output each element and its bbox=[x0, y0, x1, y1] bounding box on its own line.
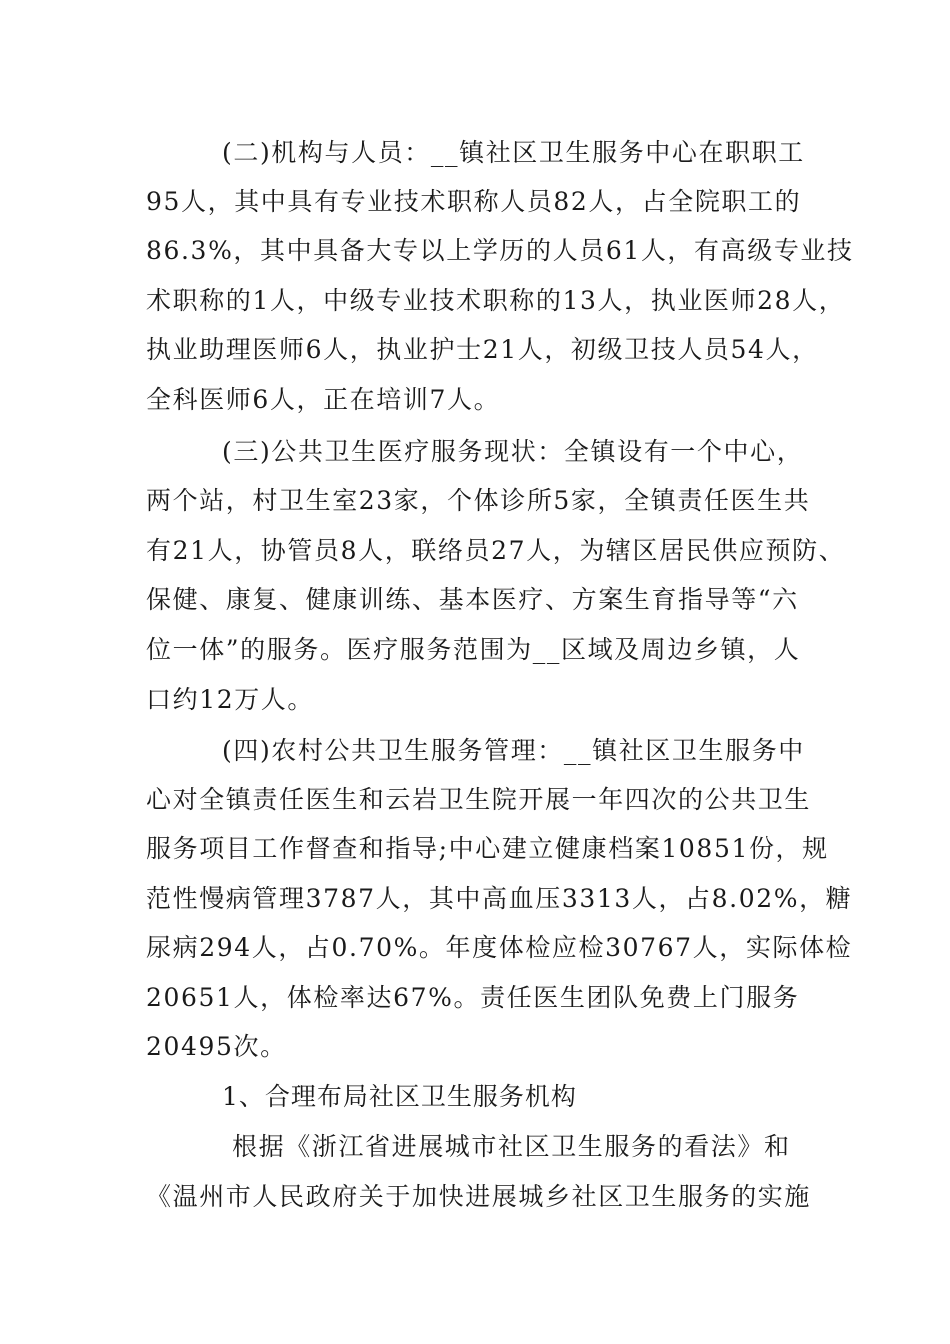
paragraph-2-line-3: 86.3%，其中具备大专以上学历的人员61人，有高级专业技 bbox=[146, 236, 854, 265]
paragraph-4-line-4: 范性慢病管理3787人，其中高血压3313人，占8.02%，糖 bbox=[146, 884, 853, 913]
paragraph-3-line-6: 口约12万人。 bbox=[146, 685, 315, 714]
paragraph-4-line-3: 服务项目工作督查和指导;中心建立健康档案10851份，规 bbox=[146, 834, 829, 863]
paragraph-4-line-5: 尿病294人，占0.70%。年度体检应检30767人，实际体检 bbox=[146, 933, 853, 962]
paragraph-3-line-3: 有21人，协管员8人，联络员27人，为辖区居民供应预防、 bbox=[146, 536, 846, 565]
paragraph-4-line-7: 20495次。 bbox=[146, 1032, 287, 1061]
paragraph-5-line-2: 《温州市人民政府关于加快进展城乡社区卫生服务的实施 bbox=[146, 1182, 812, 1211]
paragraph-4-line-1: (四)农村公共卫生服务管理：__镇社区卫生服务中 bbox=[222, 736, 805, 765]
paragraph-4-line-2: 心对全镇责任医生和云岩卫生院开展一年四次的公共卫生 bbox=[146, 785, 812, 814]
paragraph-2-line-1: (二)机构与人员：__镇社区卫生服务中心在职职工 bbox=[222, 138, 805, 167]
paragraph-2-line-4: 术职称的1人，中级专业技术职称的13人，执业医师28人， bbox=[146, 286, 846, 315]
paragraph-5-line-1: 根据《浙江省进展城市社区卫生服务的看法》和 bbox=[232, 1132, 791, 1161]
paragraph-2-line-5: 执业助理医师6人，执业护士21人，初级卫技人员54人， bbox=[146, 335, 819, 364]
paragraph-3-line-2: 两个站，村卫生室23家，个体诊所5家，全镇责任医生共 bbox=[146, 486, 811, 515]
section-heading: 1、合理布局社区卫生服务机构 bbox=[222, 1082, 577, 1111]
paragraph-2-line-2: 95人，其中具有专业技术职称人员82人，占全院职工的 bbox=[146, 187, 802, 216]
paragraph-4-line-6: 20651人，体检率达67%。责任医生团队免费上门服务 bbox=[146, 983, 800, 1012]
paragraph-2-line-6: 全科医师6人，正在培训7人。 bbox=[146, 385, 501, 414]
paragraph-3-line-5: 位一体”的服务。医疗服务范围为__区域及周边乡镇，人 bbox=[146, 635, 801, 664]
paragraph-3-line-4: 保健、康复、健康训练、基本医疗、方案生育指导等“六 bbox=[146, 585, 799, 614]
paragraph-3-line-1: (三)公共卫生医疗服务现状：全镇设有一个中心， bbox=[222, 437, 804, 466]
